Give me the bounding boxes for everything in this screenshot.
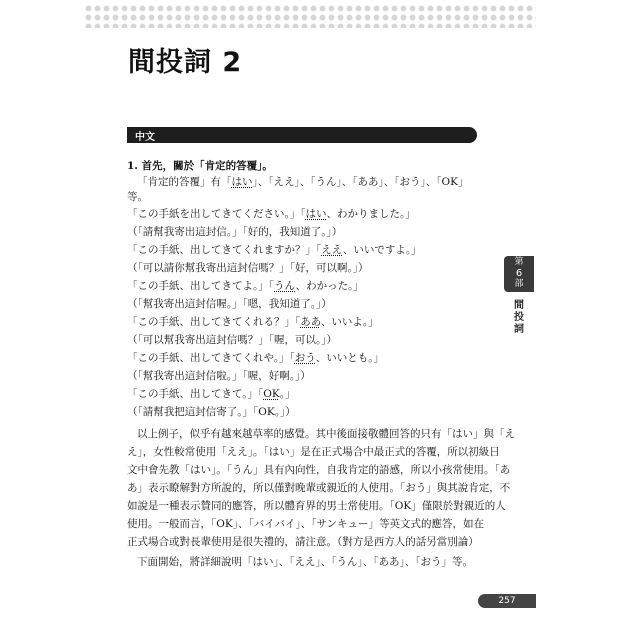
highlighted-word: はい	[231, 176, 253, 188]
part-tab-number: 6	[515, 268, 523, 279]
paragraph-line: え」，女性較常使用「ええ」。「はい」是在正式場合中最正式的答覆，所以初級日	[127, 446, 500, 458]
line-text: 。」	[279, 388, 296, 400]
example-line-japanese	[127, 280, 364, 293]
body-line	[137, 176, 468, 189]
line-text: （「幫我寄出這封信啦。」「喔，好啊。」）	[127, 370, 311, 382]
line-text: 等。	[127, 191, 148, 203]
highlighted-word: ああ	[300, 316, 321, 328]
example-line-japanese	[127, 208, 416, 221]
line-text: 、いいとも。」	[315, 352, 385, 364]
part-tab-label: 間投詞	[514, 300, 524, 335]
example-line-chinese	[127, 298, 332, 311]
line-text: 「この手紙、出してきて。」「	[127, 388, 264, 400]
example-line-chinese	[127, 226, 342, 239]
page-number: 257	[478, 594, 536, 608]
highlighted-word: うん	[274, 280, 296, 292]
part-tab-suffix: 部	[514, 279, 524, 289]
line-text: 「この手紙、出してきてよ。」「	[127, 280, 274, 292]
line-text: 「この手紙を出してきてください。」「	[127, 208, 306, 220]
highlighted-word: はい	[305, 208, 327, 220]
line-text: 「肯定的答覆」有「	[137, 176, 232, 188]
example-line-japanese	[127, 352, 384, 365]
line-text: （「請幫我寄出這封信。」「好的，我知道了。」）	[127, 226, 343, 238]
example-line-chinese	[127, 370, 311, 383]
paragraph-line: 使用。一般而言，「OK」、「バイバイ」、「サンキュー」等英文式的應答，如在	[127, 518, 484, 530]
line-text: （「可以請你幫我寄出這封信嗎？」「好，可以啊。」）	[127, 262, 369, 274]
line-text: （「幫我寄出這封信喔。」「嗯，我知道了。」）	[127, 298, 332, 310]
line-text: 、いいよ。」	[320, 316, 379, 328]
paragraph-line: 以上例子，似乎有越來越草率的感覺。其中後面接敬體回答的只有「はい」與「え	[137, 428, 515, 440]
line-text: 、わかった。」	[295, 280, 364, 292]
paragraph-line: あ」表示瞭解對方所說的，所以僅對晚輩或親近的人使用。「おう」與其說肯定，不	[127, 482, 511, 494]
line-text: 「この手紙、出してきてくれますか？」「	[127, 244, 322, 256]
example-line-japanese	[127, 316, 379, 329]
line-text: （「請幫我把這封信寄了。」「OK。」）	[127, 406, 296, 418]
example-line-chinese	[127, 334, 337, 347]
paragraph-line: 文中會先教「はい」。「うん」具有內向性，自我肯定的語感，所以小孩常使用。「あ	[127, 464, 511, 476]
line-text: 「この手紙、出してきてくれる？」「	[127, 316, 301, 328]
example-line-chinese	[127, 406, 296, 419]
line-text: 、いいですよ。」	[342, 244, 422, 256]
highlighted-word: おう	[294, 352, 316, 364]
paragraph-line: 如說是一種表示贊同的應答，所以體育界的男士常使用。「OK」僅限於對親近的人	[127, 500, 506, 512]
line-text: 「この手紙、出してきてくれや。」「	[127, 352, 295, 364]
line-text: 」、「ええ」、「うん」、「ああ」、「おう」、「OK」	[252, 176, 469, 188]
line-text: 、わかりました。」	[326, 208, 416, 220]
part-tab-prefix: 第	[514, 257, 524, 267]
example-line-japanese	[127, 388, 296, 401]
section-heading: 1. 首先，關於「肯定的答覆」。	[127, 160, 273, 172]
decorative-dot-band	[84, 4, 536, 28]
paragraph-line: 下面開始，將詳細說明「はい」、「ええ」、「うん」、「ああ」、「おう」等。	[137, 556, 473, 568]
part-tab	[504, 256, 534, 292]
example-line-japanese	[127, 244, 422, 257]
section-bar	[127, 127, 477, 143]
chapter-title: 間投詞 2	[128, 47, 243, 78]
line-text: （「可以幫我寄出這封信嗎？」「喔，可以。」）	[127, 334, 337, 346]
section-label: 中文	[135, 132, 155, 143]
body-line	[127, 191, 148, 204]
example-line-chinese	[127, 262, 369, 275]
paragraph-line: 正式場合或對長輩使用是很失禮的，請注意。（對方是西方人的話另當別論）	[127, 536, 479, 548]
highlighted-word: OK	[263, 388, 280, 400]
highlighted-word: ええ	[321, 244, 343, 256]
